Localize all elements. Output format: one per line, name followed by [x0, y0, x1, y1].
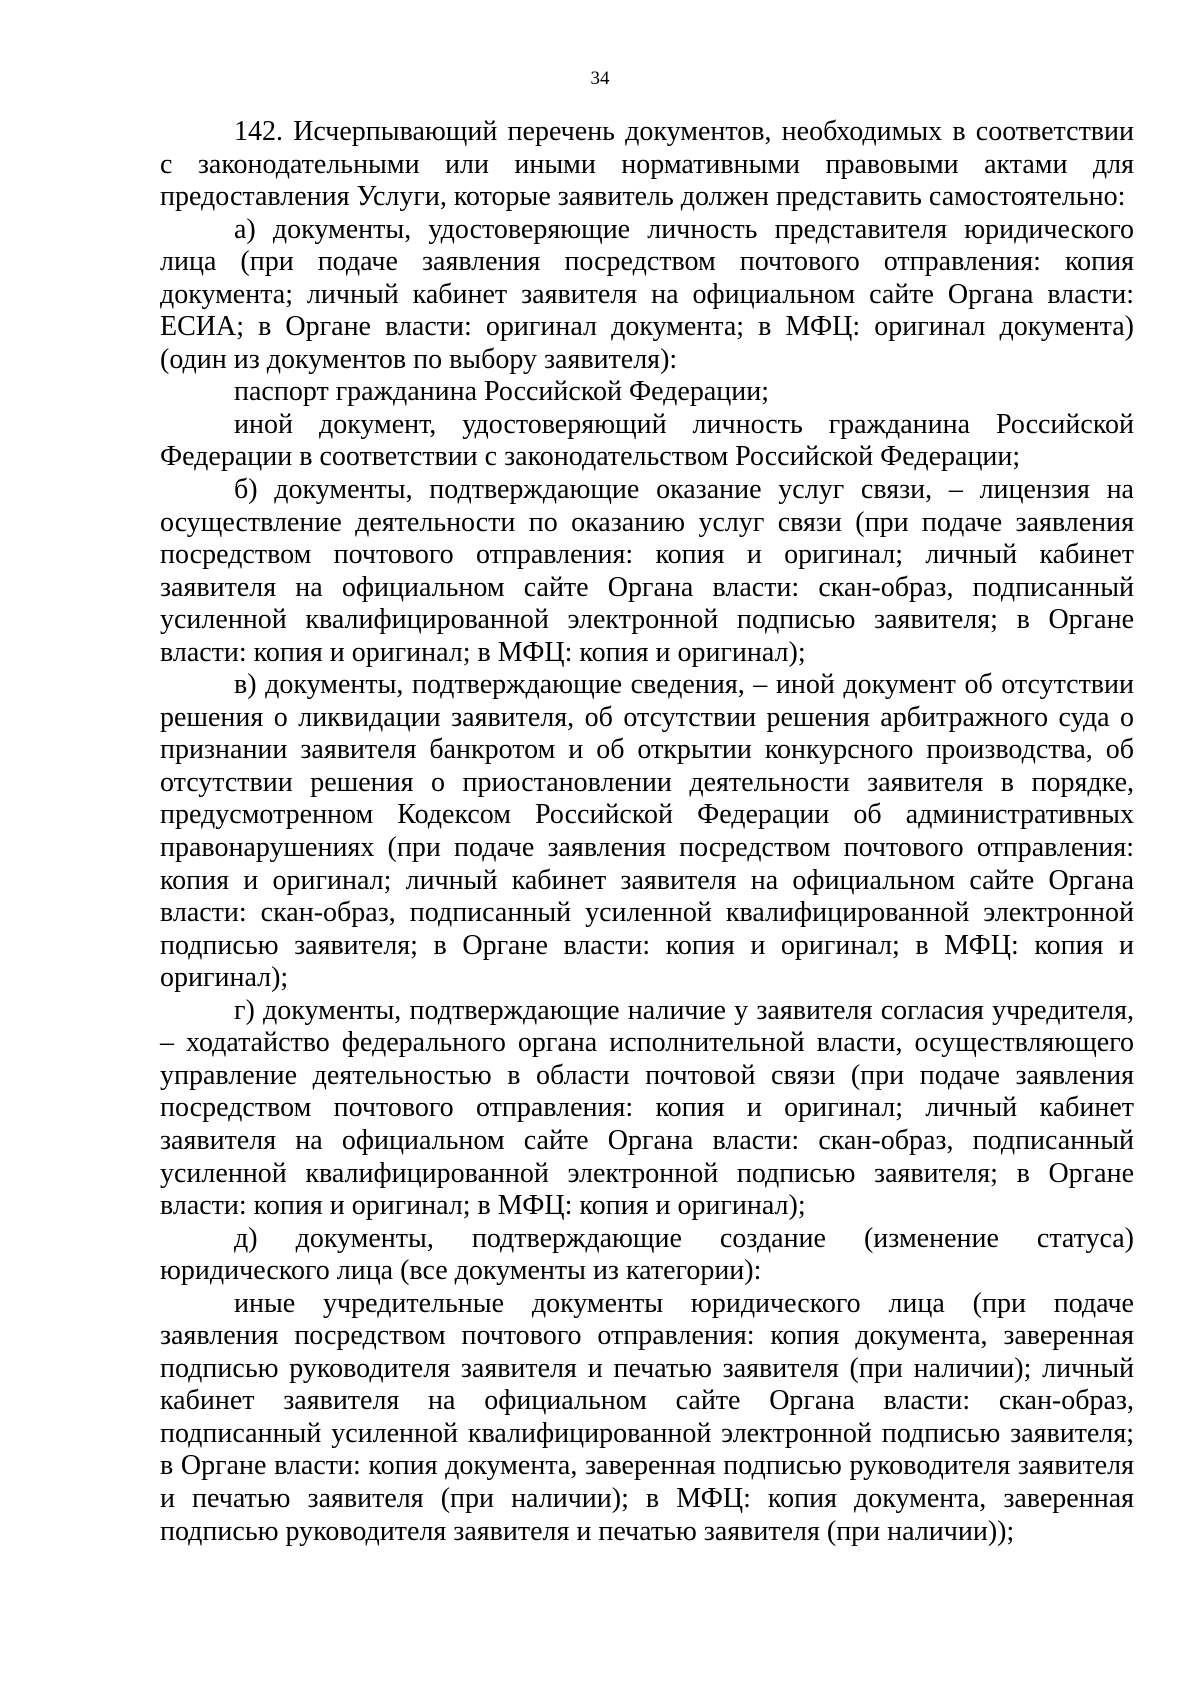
document-body	[160, 116, 1134, 1548]
paragraph-item-a: а) документы, удостоверяющие личность представителя юридического лица (при подаче заявления посредством почтового отправления: копия документа; личный кабинет заявителя на официальном сайте Органа власти: ЕСИА; в Органе власти: оригинал документа; в МФЦ: оригинал документа) (один из документов по выбору заявителя):	[160, 213, 1134, 375]
paragraph-passport: паспорт гражданина Российской Федерации;	[234, 376, 770, 408]
paragraph-142-intro: 142. Исчерпывающий перечень документов, необходимых в соответствии с законодательными или иными нормативными правовыми актами для предоставления Услуги, которые заявитель должен представить самостоятельно:	[160, 116, 1134, 213]
paragraph-founding-documents: иные учредительные документы юридического лица (при подаче заявления посредством почтового отправления: копия документа, заверенная подписью руководителя заявителя и печатью заявителя (при наличии); личный кабинет заявителя на официальном сайте Органа власти: скан-образ, подписанный усиленной квалифицированной электронной подписью заявителя; в Органе власти: копия документа, заверенная подписью руководителя заявителя и печатью заявителя (при наличии); в МФЦ: копия документа, заверенная подписью руководителя заявителя и печатью заявителя (при наличии));	[160, 1287, 1134, 1547]
paragraph-item-v: в) документы, подтверждающие сведения, – иной документ об отсутствии решения о ликвидации заявителя, об отсутствии решения арбитражного суда о признании заявителя банкротом и об открытии конкурсного производства, об отсутствии решения о приостановлении деятельности заявителя в порядке, предусмотренном Кодексом Российской Федерации об административных правонарушениях (при подаче заявления посредством почтового отправления: копия и оригинал; личный кабинет заявителя на официальном сайте Органа власти: скан-образ, подписанный усиленной квалифицированной электронной подписью заявителя; в Органе власти: копия и оригинал; в МФЦ: копия и оригинал);	[160, 669, 1134, 994]
paragraph-item-b: б) документы, подтверждающие оказание услуг связи, – лицензия на осуществление деятельности по оказанию услуг связи (при подаче заявления посредством почтового отправления: копия и оригинал; личный кабинет заявителя на официальном сайте Органа власти: скан-образ, подписанный усиленной квалифицированной электронной подписью заявителя; в Органе власти: копия и оригинал; в МФЦ: копия и оригинал);	[160, 474, 1134, 668]
page-number: 34	[590, 68, 610, 89]
paragraph-item-g: г) документы, подтверждающие наличие у заявителя согласия учредителя, – ходатайство федерального органа исполнительной власти, осуществляющего управление деятельностью в области почтовой связи (при подаче заявления посредством почтового отправления: копия и оригинал; личный кабинет заявителя на официальном сайте Органа власти: скан-образ, подписанный усиленной квалифицированной электронной подписью заявителя; в Органе власти: копия и оригинал; в МФЦ: копия и оригинал);	[160, 994, 1134, 1222]
paragraph-item-d: д) документы, подтверждающие создание (изменение статуса) юридического лица (все документы из категории):	[160, 1222, 1134, 1287]
paragraph-other-id-document: иной документ, удостоверяющий личность гражданина Российской Федерации в соответствии с законодательством Российской Федерации;	[160, 408, 1134, 473]
